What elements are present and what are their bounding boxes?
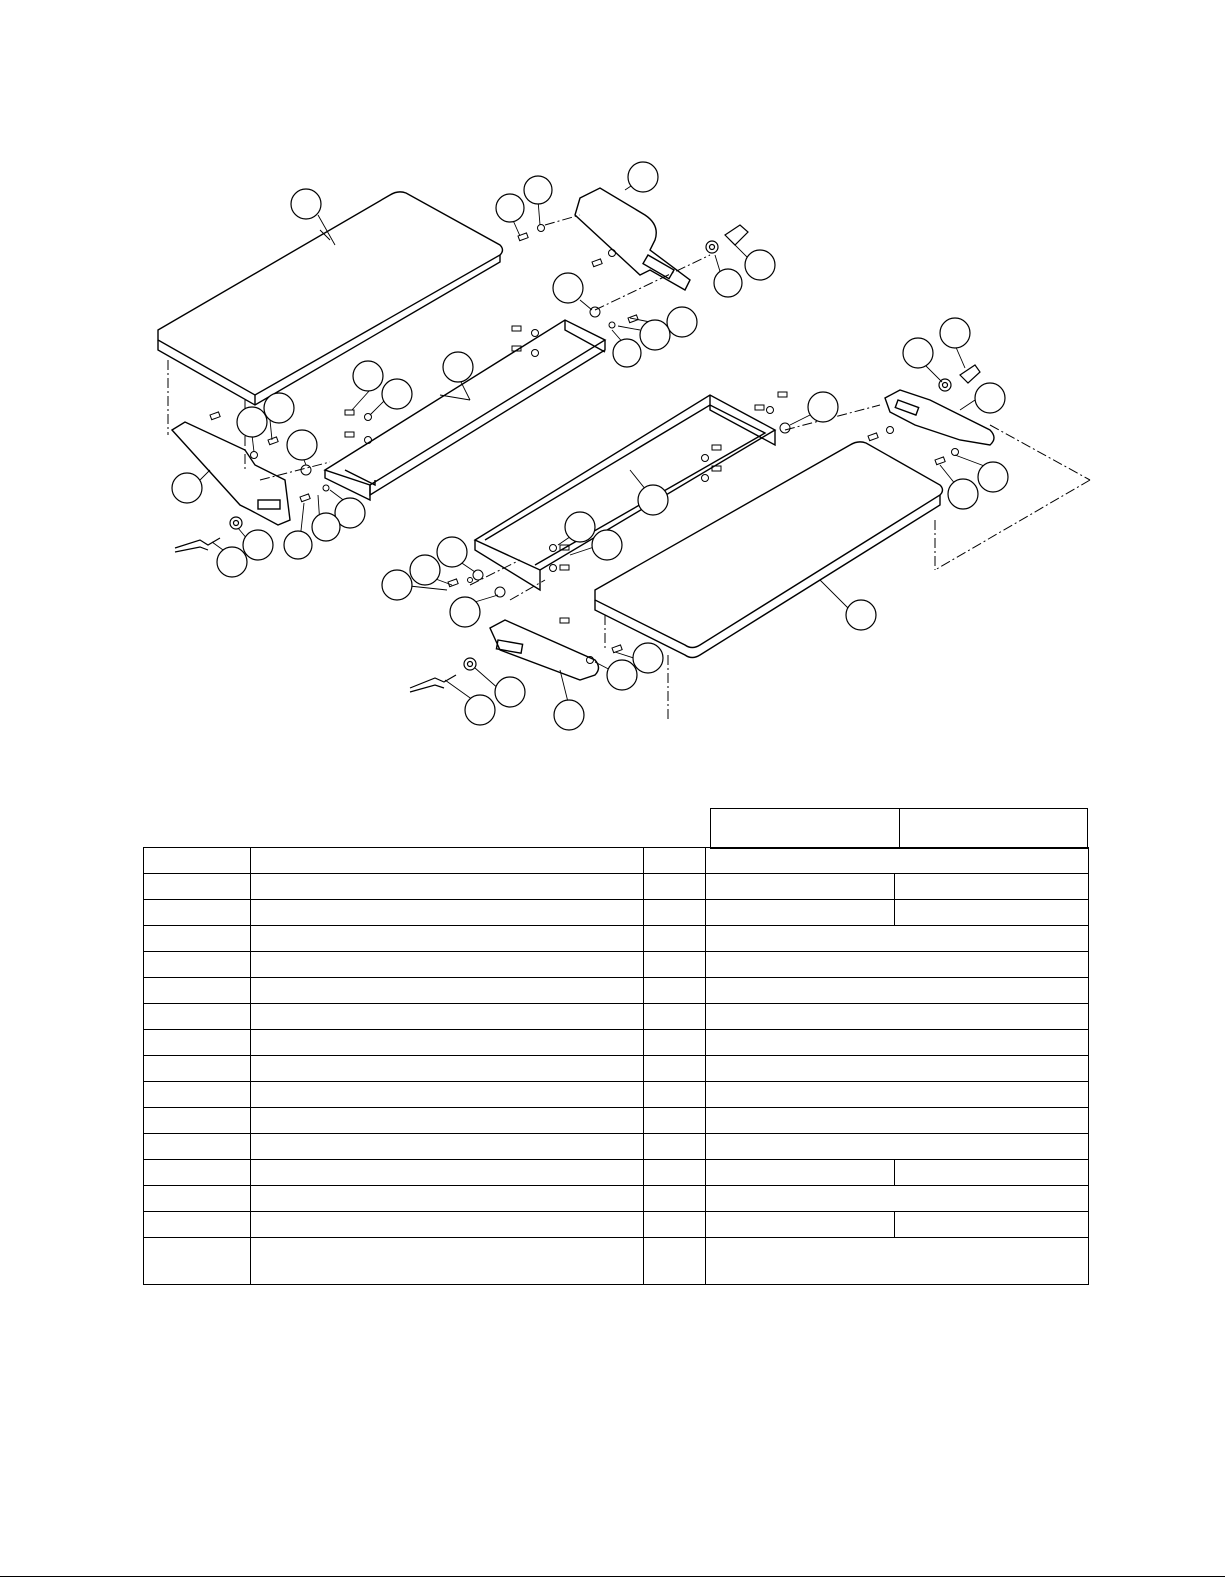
table-row bbox=[144, 1108, 1089, 1134]
table-row bbox=[144, 1238, 1089, 1285]
table-row bbox=[144, 926, 1089, 952]
lock-knob-upper bbox=[706, 225, 748, 253]
table-cell bbox=[644, 1134, 706, 1160]
table-row bbox=[144, 978, 1089, 1004]
table-cell bbox=[706, 1056, 1089, 1082]
table-cell bbox=[706, 1134, 1089, 1160]
table-cell bbox=[644, 1108, 706, 1134]
table-row bbox=[144, 900, 1089, 926]
table-row bbox=[144, 952, 1089, 978]
table-cell bbox=[644, 926, 706, 952]
table-cell bbox=[251, 1134, 644, 1160]
table-cell bbox=[144, 1004, 251, 1030]
table-cell bbox=[644, 978, 706, 1004]
parts-list-table bbox=[143, 847, 1089, 1285]
table-cell bbox=[706, 978, 1089, 1004]
header-box-1 bbox=[711, 809, 900, 849]
header-box-2 bbox=[899, 809, 1088, 849]
table-cell bbox=[706, 1186, 1089, 1212]
lower-bracket-right-assembly bbox=[490, 620, 599, 680]
table-cell bbox=[644, 1212, 706, 1238]
table-cell bbox=[251, 1056, 644, 1082]
table-cell bbox=[251, 874, 644, 900]
table-row bbox=[144, 1056, 1089, 1082]
table-cell bbox=[144, 1186, 251, 1212]
table-cell bbox=[251, 1238, 644, 1285]
table-cell bbox=[144, 1160, 251, 1186]
callout-balloons bbox=[172, 162, 1008, 730]
table-cell bbox=[895, 900, 1089, 926]
table-cell bbox=[144, 1212, 251, 1238]
table-row bbox=[144, 1212, 1089, 1238]
table-cell bbox=[644, 1186, 706, 1212]
table-row bbox=[144, 1134, 1089, 1160]
table-cell bbox=[251, 1030, 644, 1056]
table-cell bbox=[251, 1186, 644, 1212]
table-cell bbox=[644, 1056, 706, 1082]
exploded-parts-diagram bbox=[0, 0, 1225, 780]
table-cell bbox=[706, 848, 1089, 874]
table-cell bbox=[144, 900, 251, 926]
table-cell bbox=[644, 1160, 706, 1186]
table-cell bbox=[644, 874, 706, 900]
left-support-rail bbox=[325, 320, 605, 500]
table-cell bbox=[251, 926, 644, 952]
table-cell bbox=[706, 1160, 895, 1186]
table-cell bbox=[251, 900, 644, 926]
lock-knob-right bbox=[939, 365, 980, 391]
table-cell bbox=[644, 1238, 706, 1285]
table-cell bbox=[895, 1160, 1089, 1186]
table-cell bbox=[706, 1212, 895, 1238]
table-cell bbox=[895, 1212, 1089, 1238]
table-cell bbox=[144, 1108, 251, 1134]
table-cell bbox=[706, 1082, 1089, 1108]
table-row bbox=[144, 1030, 1089, 1056]
table-cell bbox=[144, 848, 251, 874]
table-row bbox=[144, 1160, 1089, 1186]
table-cell bbox=[251, 848, 644, 874]
table-cell bbox=[251, 1160, 644, 1186]
table-cell bbox=[144, 1238, 251, 1285]
table-cell bbox=[644, 952, 706, 978]
table-cell bbox=[251, 1004, 644, 1030]
table-cell bbox=[706, 1238, 1089, 1285]
table-cell bbox=[144, 1082, 251, 1108]
table-cell bbox=[144, 926, 251, 952]
table-cell bbox=[144, 1030, 251, 1056]
lock-handle-lower bbox=[410, 658, 476, 692]
footer-rule bbox=[0, 1576, 1225, 1577]
table-cell bbox=[644, 1030, 706, 1056]
table-cell bbox=[706, 926, 1089, 952]
parts-table-header-boxes bbox=[710, 808, 1088, 849]
table-cell bbox=[895, 874, 1089, 900]
table-row bbox=[144, 1082, 1089, 1108]
table-row bbox=[144, 1186, 1089, 1212]
upper-bracket-left-assembly bbox=[575, 188, 690, 290]
table-cell bbox=[706, 952, 1089, 978]
table-cell bbox=[251, 1108, 644, 1134]
table-cell bbox=[706, 874, 895, 900]
table-row bbox=[144, 874, 1089, 900]
table-cell bbox=[144, 1056, 251, 1082]
table-cell bbox=[251, 1212, 644, 1238]
table-cell bbox=[251, 952, 644, 978]
table-cell bbox=[644, 848, 706, 874]
table-cell bbox=[644, 1082, 706, 1108]
table-row bbox=[144, 848, 1089, 874]
table-cell bbox=[144, 978, 251, 1004]
table-cell bbox=[706, 1004, 1089, 1030]
table-cell bbox=[251, 978, 644, 1004]
table-cell bbox=[644, 1004, 706, 1030]
table-cell bbox=[144, 952, 251, 978]
table-cell bbox=[251, 1082, 644, 1108]
table-cell bbox=[144, 1134, 251, 1160]
table-cell bbox=[144, 874, 251, 900]
table-row bbox=[144, 1004, 1089, 1030]
table-cell bbox=[706, 1030, 1089, 1056]
table-cell bbox=[644, 900, 706, 926]
table-cell bbox=[706, 1108, 1089, 1134]
table-cell bbox=[706, 900, 895, 926]
